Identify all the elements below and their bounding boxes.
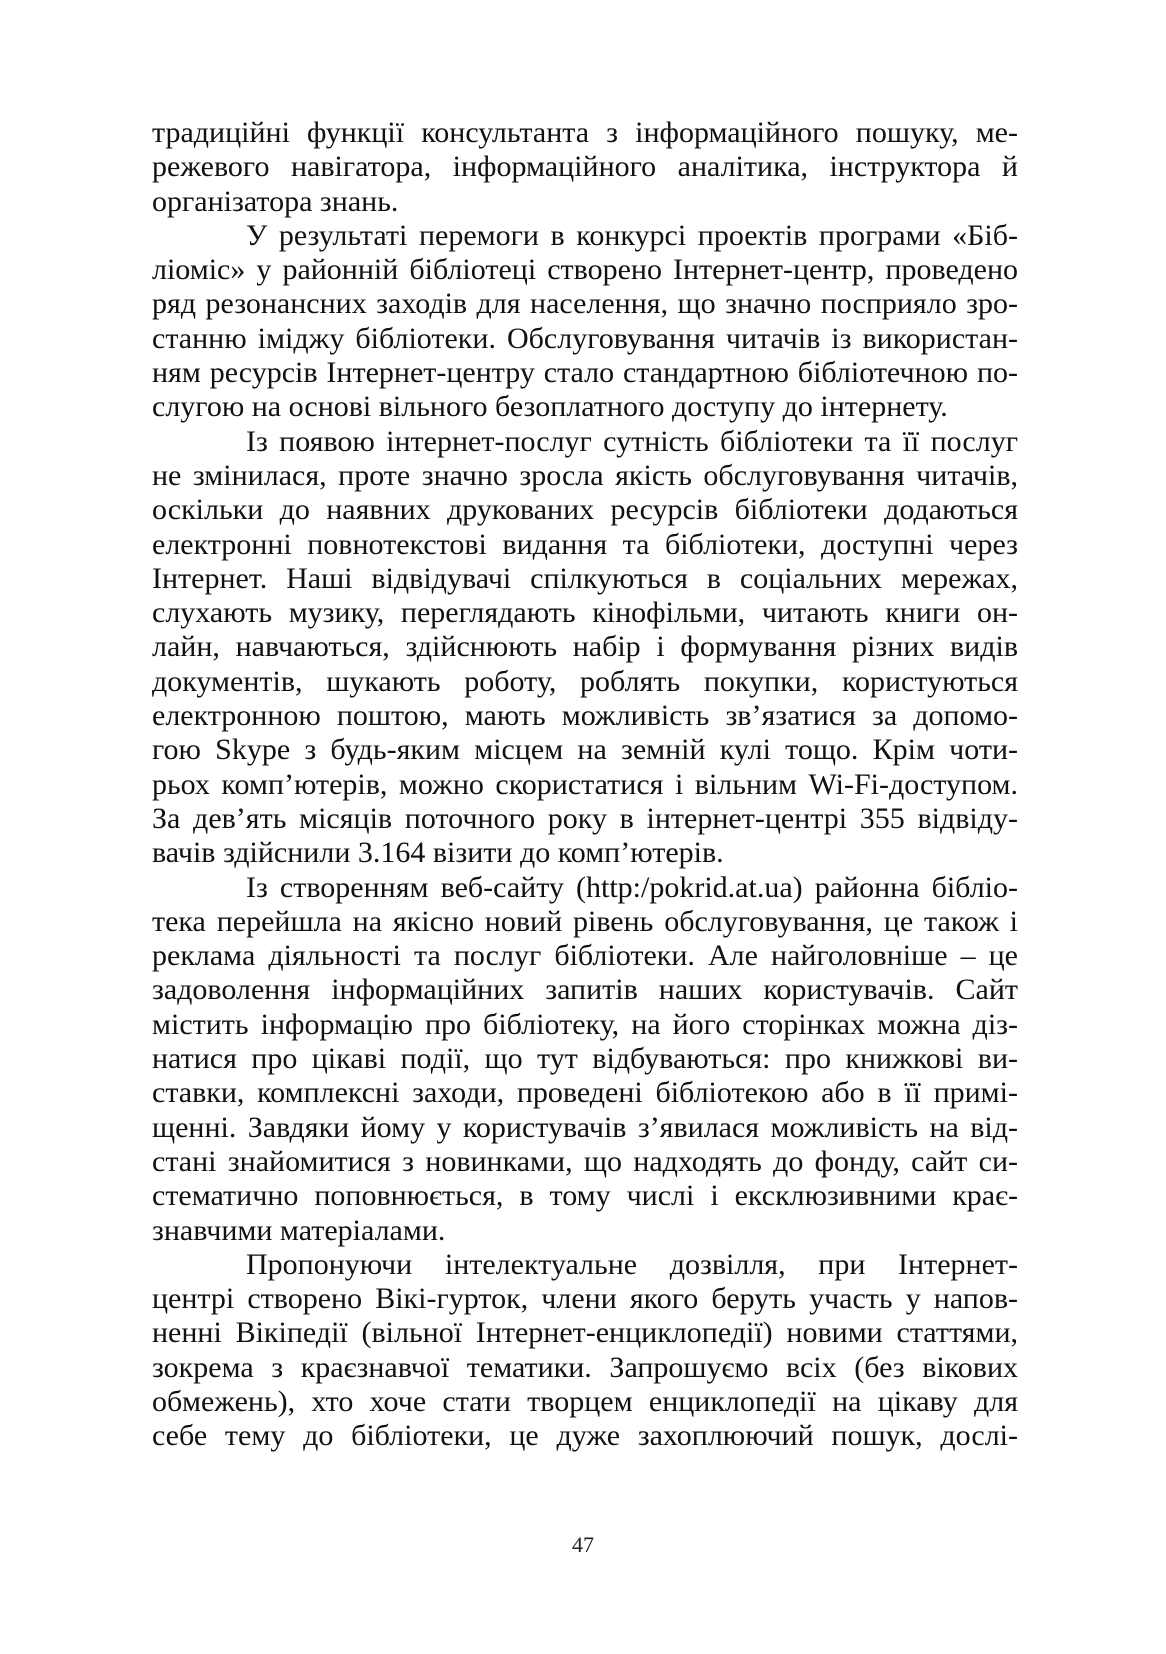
text-line: традиційні функції консультанта з інформаційного пошуку, ме- <box>152 116 1018 149</box>
text-line: станню іміджу бібліотеки. Обслуговування читачів із використан- <box>152 321 1018 355</box>
text-line: режевого навігатора, інформаційного аналітика, інструктора й <box>152 150 1018 184</box>
text-line: знавчими матеріалами. <box>152 1213 446 1247</box>
page-number: 47 <box>572 1532 594 1557</box>
text-line: стані знайомитися з новинками, що надходять до фонду, сайт си- <box>152 1144 1018 1178</box>
text-line: організатора знань. <box>152 184 399 218</box>
text-line: У результаті перемоги в конкурсі проектів програми «Біб- <box>246 218 1018 252</box>
text-line: реклама діяльності та послуг бібліотеки. Але найголовніше – це <box>152 939 1018 973</box>
text-line: електронні повнотекстові видання та бібліотеки, доступні через <box>152 527 1018 561</box>
text-line: оскільки до наявних друкованих ресурсів бібліотеки додаються <box>152 493 1018 527</box>
text-line: рьох комп’ютерів, можно скористатися і вільним Wi-Fi-доступом. <box>152 767 1018 801</box>
text-line: гою Skype з будь-яким місцем на земній кулі тощо. Крім чоти- <box>152 733 1018 767</box>
text-line: Із появою інтернет-послуг сутність бібліотеки та її послуг <box>246 424 1018 458</box>
text-line: ням ресурсів Інтернет-центру стало стандартною бібліотечною по- <box>152 356 1018 390</box>
text-line: слугою на основі вільного безоплатного доступу до інтернету. <box>152 390 948 424</box>
text-line: За дев’ять місяців поточного року в інтернет-центрі 355 відвіду- <box>152 801 1018 835</box>
text-line: зокрема з краєзнавчої тематики. Запрошуємо всіх (без вікових <box>152 1350 1018 1384</box>
page-body <box>152 116 1018 1454</box>
paragraph <box>152 425 1018 871</box>
text-line: центрі створено Вікі-гурток, члени якого беруть участь у напов- <box>152 1282 1018 1316</box>
text-line: обмежень), хто хоче стати творцем енциклопедії на цікаву для <box>152 1384 1018 1418</box>
text-line: Із створенням веб-сайту (http:/pokrid.at.ua) районна бібліо- <box>246 870 1018 904</box>
text-line: себе тему до бібліотеки, це дуже захоплюючий пошук, дослі- <box>152 1419 1018 1453</box>
paragraph <box>152 116 1018 219</box>
text-line: слухають музику, переглядають кінофільми, читають книги он- <box>152 596 1018 630</box>
text-line: щенні. Завдяки йому у користувачів з’явилася можливість на від- <box>152 1110 1018 1144</box>
text-line: ряд резонансних заходів для населення, що значно посприяло зро- <box>152 287 1018 321</box>
paragraph <box>152 1248 1018 1454</box>
text-line: електронною поштою, мають можливість зв’язатися за допомо- <box>152 699 1018 733</box>
text-line: натися про цікаві події, що тут відбуваються: про книжкові ви- <box>152 1042 1018 1076</box>
text-line: тека перейшла на якісно новий рівень обслуговування, це також і <box>152 904 1018 938</box>
text-line: ставки, комплексні заходи, проведені бібліотекою або в її примі- <box>152 1076 1018 1110</box>
text-line: не змінилася, проте значно зросла якість обслуговування читачів, <box>152 458 1018 492</box>
text-line: ненні Вікіпедії (вільної Інтернет-енциклопедії) новими статтями, <box>152 1316 1018 1350</box>
paragraph <box>152 871 1018 1248</box>
text-line: задоволення інформаційних запитів наших користувачів. Сайт <box>152 973 1018 1007</box>
text-line: Інтернет. Наші відвідувачі спілкуються в соціальних мережах, <box>152 561 1018 595</box>
text-line: Пропонуючи інтелектуальне дозвілля, при Інтернет- <box>246 1247 1018 1281</box>
text-line: стематично поповнюється, в тому числі і ексклюзивними крає- <box>152 1179 1018 1213</box>
text-line: документів, шукають роботу, роблять покупки, користуються <box>152 664 1018 698</box>
text-line: містить інформацію про бібліотеку, на його сторінках можна діз- <box>152 1007 1018 1041</box>
text-line: лайн, навчаються, здійснюють набір і формування різних видів <box>152 630 1018 664</box>
text-line: ліоміс» у районній бібліотеці створено Інтернет-центр, проведено <box>152 253 1018 287</box>
text-line: вачів здійснили 3.164 візити до комп’ютерів. <box>152 836 724 870</box>
paragraph <box>152 219 1018 425</box>
